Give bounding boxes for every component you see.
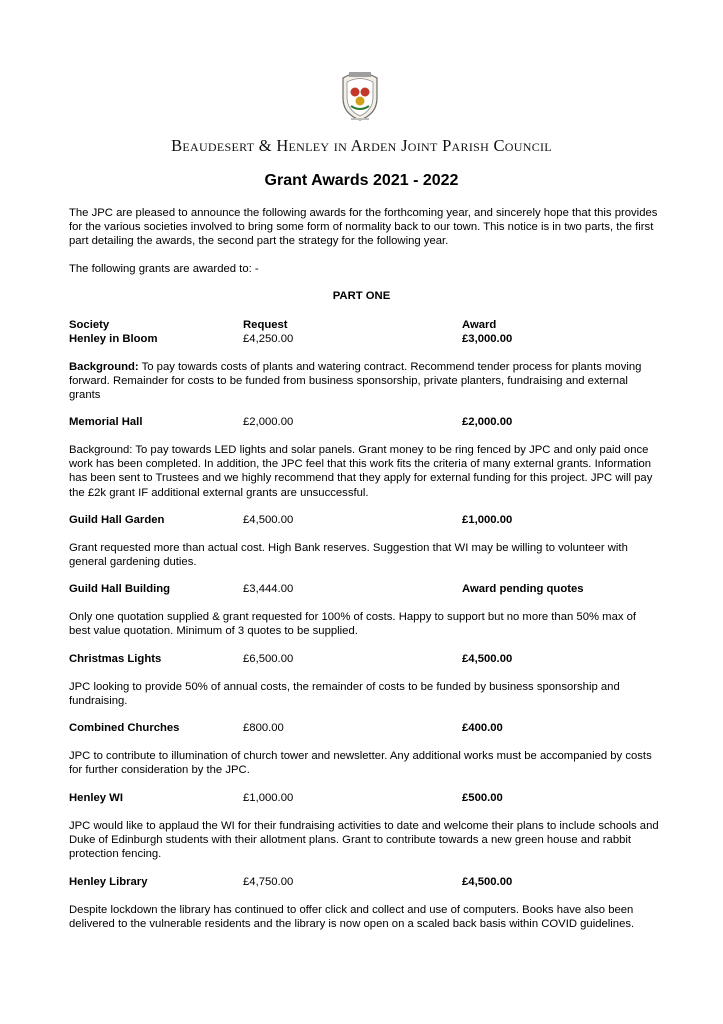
grant-row [69, 721, 659, 736]
council-name: Beaudesert & Henley in Arden Joint Parish Council [171, 136, 552, 155]
grant-row [69, 791, 659, 806]
grant-row [69, 652, 659, 667]
grant-note: JPC to contribute to illumination of church tower and newsletter. Any additional works must be accompanied by costs for further consideration by the JPC. [69, 750, 652, 777]
grant-request: £2,000.00 [243, 416, 294, 428]
page-title: Grant Awards 2021 - 2022 [264, 172, 459, 189]
grant-society: Combined Churches [69, 722, 180, 734]
grant-society: Guild Hall Garden [69, 514, 165, 526]
header-society: Society [69, 319, 110, 331]
grant-note-lead: Background: [69, 361, 139, 373]
grant-request: £3,444.00 [243, 583, 294, 595]
grant-row [69, 582, 659, 597]
grant-award: £4,500.00 [462, 876, 513, 888]
grant-request: £4,750.00 [243, 876, 294, 888]
grant-note-text: To pay towards costs of plants and watering contract. Recommend tender process for plants moving forward. Remainder for costs to be funded from business sponsorship, private planters, fundraising and external grants [69, 361, 642, 402]
council-crest-logo [337, 70, 383, 122]
header-request: Request [243, 319, 288, 331]
grant-society: Guild Hall Building [69, 583, 171, 595]
grant-society: Memorial Hall [69, 416, 143, 428]
grant-award: £3,000.00 [462, 333, 513, 345]
grant-award: £1,000.00 [462, 514, 513, 526]
grant-note: Grant requested more than actual cost. High Bank reserves. Suggestion that WI may be willing to volunteer with general gardening duties. [69, 542, 628, 569]
grant-note: JPC would like to applaud the WI for their fundraising activities to date and welcome their plans to include schools and Duke of Edinburgh students with their allotment plans. Grant to contribute towards a new green house and rabbit protection fencing. [69, 820, 659, 861]
grant-row [69, 332, 659, 347]
grant-note: Background: To pay towards LED lights and solar panels. Grant money to be ring fenced by JPC and only paid once work has been completed. In addition, the JPC feel that this work fits the criteria of many external grants. Information has been sent to Trustees and we highly recommend that they apply for external funding for this project. JPC will pay the £2k grant IF additional external grants are unsuccessful. [69, 444, 653, 499]
header-award: Award [462, 319, 497, 331]
grant-award: £400.00 [462, 722, 503, 734]
grant-note: Only one quotation supplied & grant requested for 100% of costs. Happy to support but no more than 50% max of best value quotation. Minimum of 3 quotes to be supplied. [69, 611, 637, 638]
grant-request: £1,000.00 [243, 792, 294, 804]
grant-row [69, 513, 659, 528]
grant-row [69, 875, 659, 890]
grant-society: Henley in Bloom [69, 333, 158, 345]
grant-request: £4,250.00 [243, 333, 294, 345]
grant-row [69, 415, 659, 430]
part-heading: PART ONE [332, 290, 391, 302]
grant-society: Christmas Lights [69, 653, 162, 665]
table-header-row [69, 318, 659, 333]
grant-note [69, 360, 659, 403]
grant-request: £800.00 [243, 722, 284, 734]
grant-request: £6,500.00 [243, 653, 294, 665]
grant-request: £4,500.00 [243, 514, 294, 526]
grant-award: £500.00 [462, 792, 503, 804]
grant-award: £2,000.00 [462, 416, 513, 428]
intro-paragraph: The JPC are pleased to announce the following awards for the forthcoming year, and sincerely hope that this provides for the various societies involved to bring some form of normality back to our town. This notice is in two parts, the first part detailing the awards, the second part the strategy for the following year. [69, 207, 658, 248]
grant-society: Henley Library [69, 876, 148, 888]
grant-note: Despite lockdown the library has continued to offer click and collect and use of computers. Books have also been delivered to the vulnerable residents and the library is now open on a scaled back basis within COVID guidelines. [69, 904, 635, 931]
grant-note: JPC looking to provide 50% of annual costs, the remainder of costs to be funded by business sponsorship and fundraising. [69, 681, 620, 708]
awarded-line: The following grants are awarded to: - [69, 263, 259, 275]
grant-award: £4,500.00 [462, 653, 513, 665]
grant-award: Award pending quotes [462, 583, 584, 595]
grant-society: Henley WI [69, 792, 123, 804]
